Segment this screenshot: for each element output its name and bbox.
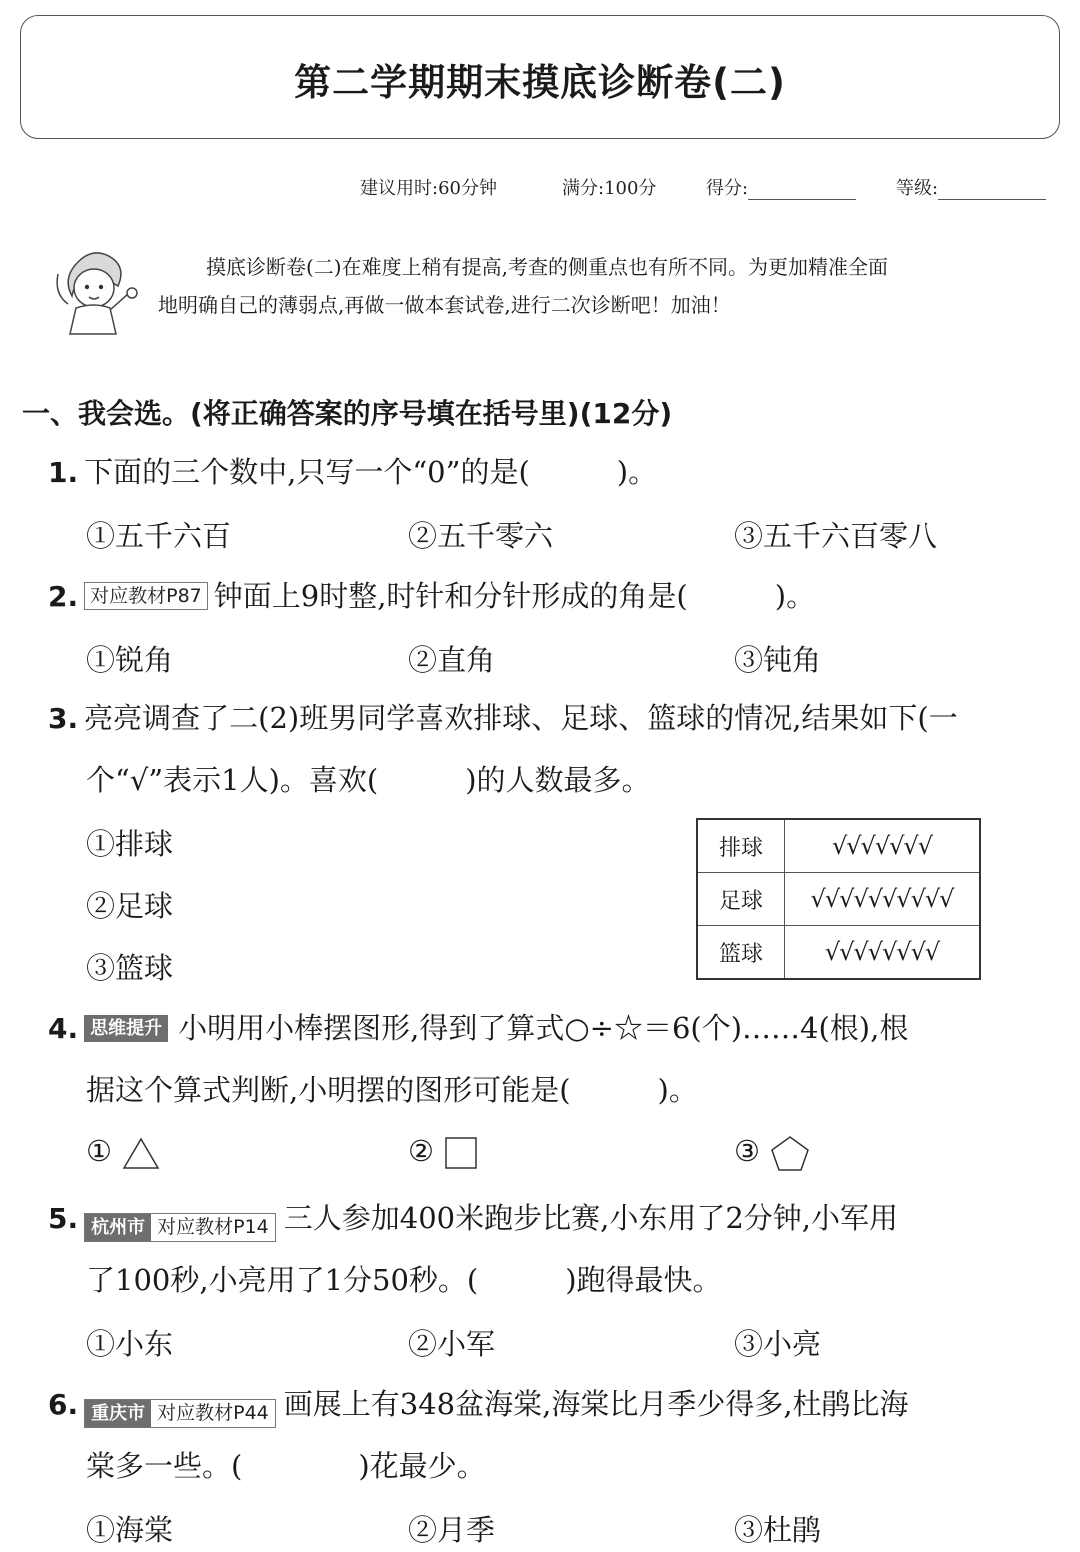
option-3[interactable] [734, 1134, 811, 1172]
question-text-line-1: 画展上有348盆海棠,海棠比月季少得多,杜鹃比海 [283, 1387, 909, 1421]
grade-blank[interactable] [938, 177, 1046, 200]
square-icon [443, 1135, 479, 1171]
pentagon-icon [769, 1134, 811, 1172]
score-label: 得分: [706, 178, 749, 199]
question-number: 3. [48, 702, 79, 735]
option-1[interactable]: ①排球 [86, 827, 174, 861]
section-heading: 一、我会选。(将正确答案的序号填在括号里)(12分) [22, 397, 673, 430]
textbook-tag: 对应教材P14 [157, 1216, 269, 1238]
page-title: 第二学期期末摸底诊断卷(二) [294, 61, 786, 104]
option-1[interactable]: ①五千六百 [86, 519, 232, 553]
question-4 [48, 1008, 908, 1049]
option-2[interactable]: ②直角 [408, 643, 496, 677]
question-text-line-1: 小明用小棒摆图形,得到了算式○÷☆＝6(个)……4(根),根 [178, 1011, 909, 1045]
question-text: 钟面上9时整,时针和分针形成的角是( )。 [213, 579, 816, 613]
question-number: 2. [48, 580, 79, 613]
grade-label: 等级: [896, 178, 939, 199]
question-text: 下面的三个数中,只写一个“0”的是( )。 [84, 455, 658, 489]
city-tag: 杭州市 [85, 1214, 151, 1241]
option-1[interactable] [86, 1134, 161, 1171]
sport-label: 足球 [697, 873, 785, 926]
question-text-line-1: 亮亮调查了二(2)班男同学喜欢排球、足球、篮球的情况,结果如下(一 [84, 701, 958, 735]
option-label: ② [408, 1134, 434, 1168]
tally-marks: √√√√√√√√ [785, 926, 981, 980]
table-row [697, 819, 980, 873]
question-2 [48, 576, 815, 617]
thinking-tag: 思维提升 [84, 1015, 168, 1042]
table-row [697, 873, 980, 926]
question-5 [48, 1198, 898, 1242]
textbook-tag: 对应教材P44 [157, 1402, 269, 1424]
question-3 [48, 698, 958, 739]
question-6 [48, 1384, 909, 1428]
option-label: ① [86, 1134, 112, 1168]
time-suggestion: 建议用时:60分钟 [360, 178, 497, 199]
question-text-line-2: 棠多一些。( )花最少。 [86, 1449, 486, 1483]
question-number: 1. [48, 456, 79, 489]
option-2[interactable]: ②足球 [86, 889, 174, 923]
question-number: 6. [48, 1388, 79, 1421]
grade-field[interactable] [896, 174, 1046, 200]
question-1 [48, 452, 657, 493]
option-2[interactable] [408, 1134, 479, 1171]
option-3[interactable]: ③篮球 [86, 951, 174, 985]
sport-label: 篮球 [697, 926, 785, 980]
option-label: ③ [734, 1134, 760, 1168]
question-number: 4. [48, 1012, 79, 1045]
option-2[interactable]: ②小军 [408, 1327, 496, 1361]
triangle-icon [121, 1135, 161, 1171]
option-1[interactable]: ①小东 [86, 1327, 174, 1361]
question-text-line-1: 三人参加400米跑步比赛,小东用了2分钟,小军用 [283, 1201, 899, 1235]
score-blank[interactable] [748, 177, 856, 200]
tag-group [84, 1399, 276, 1428]
option-2[interactable]: ②月季 [408, 1513, 496, 1547]
option-3[interactable]: ③五千六百零八 [734, 519, 938, 553]
textbook-tag: 对应教材P87 [84, 582, 208, 610]
option-2[interactable]: ②五千零六 [408, 519, 554, 553]
question-number: 5. [48, 1202, 79, 1235]
tally-marks: √√√√√√√√√√ [785, 873, 981, 926]
option-3[interactable]: ③杜鹃 [734, 1513, 822, 1547]
question-text-line-2: 据这个算式判断,小明摆的图形可能是( )。 [86, 1073, 698, 1107]
option-1[interactable]: ①锐角 [86, 643, 174, 677]
table-row [697, 926, 980, 980]
girl-cartoon-icon [48, 244, 144, 336]
intro-line-1: 摸底诊断卷(二)在难度上稍有提高,考查的侧重点也有所不同。为更加精准全面 [206, 255, 888, 279]
question-text-line-2: 了100秒,小亮用了1分50秒。( )跑得最快。 [86, 1263, 722, 1297]
option-3[interactable]: ③钝角 [734, 643, 822, 677]
tally-marks: √√√√√√√ [785, 819, 981, 873]
tally-table [696, 818, 981, 980]
question-text-line-2: 个“√”表示1人)。喜欢( )的人数最多。 [86, 763, 651, 797]
sport-label: 排球 [697, 819, 785, 873]
option-1[interactable]: ①海棠 [86, 1513, 174, 1547]
tag-group [84, 1213, 276, 1242]
city-tag: 重庆市 [85, 1400, 151, 1427]
full-score: 满分:100分 [562, 178, 657, 199]
intro-line-2: 地明确自己的薄弱点,再做一做本套试卷,进行二次诊断吧！加油！ [158, 293, 731, 317]
score-field[interactable] [706, 174, 856, 200]
option-3[interactable]: ③小亮 [734, 1327, 822, 1361]
